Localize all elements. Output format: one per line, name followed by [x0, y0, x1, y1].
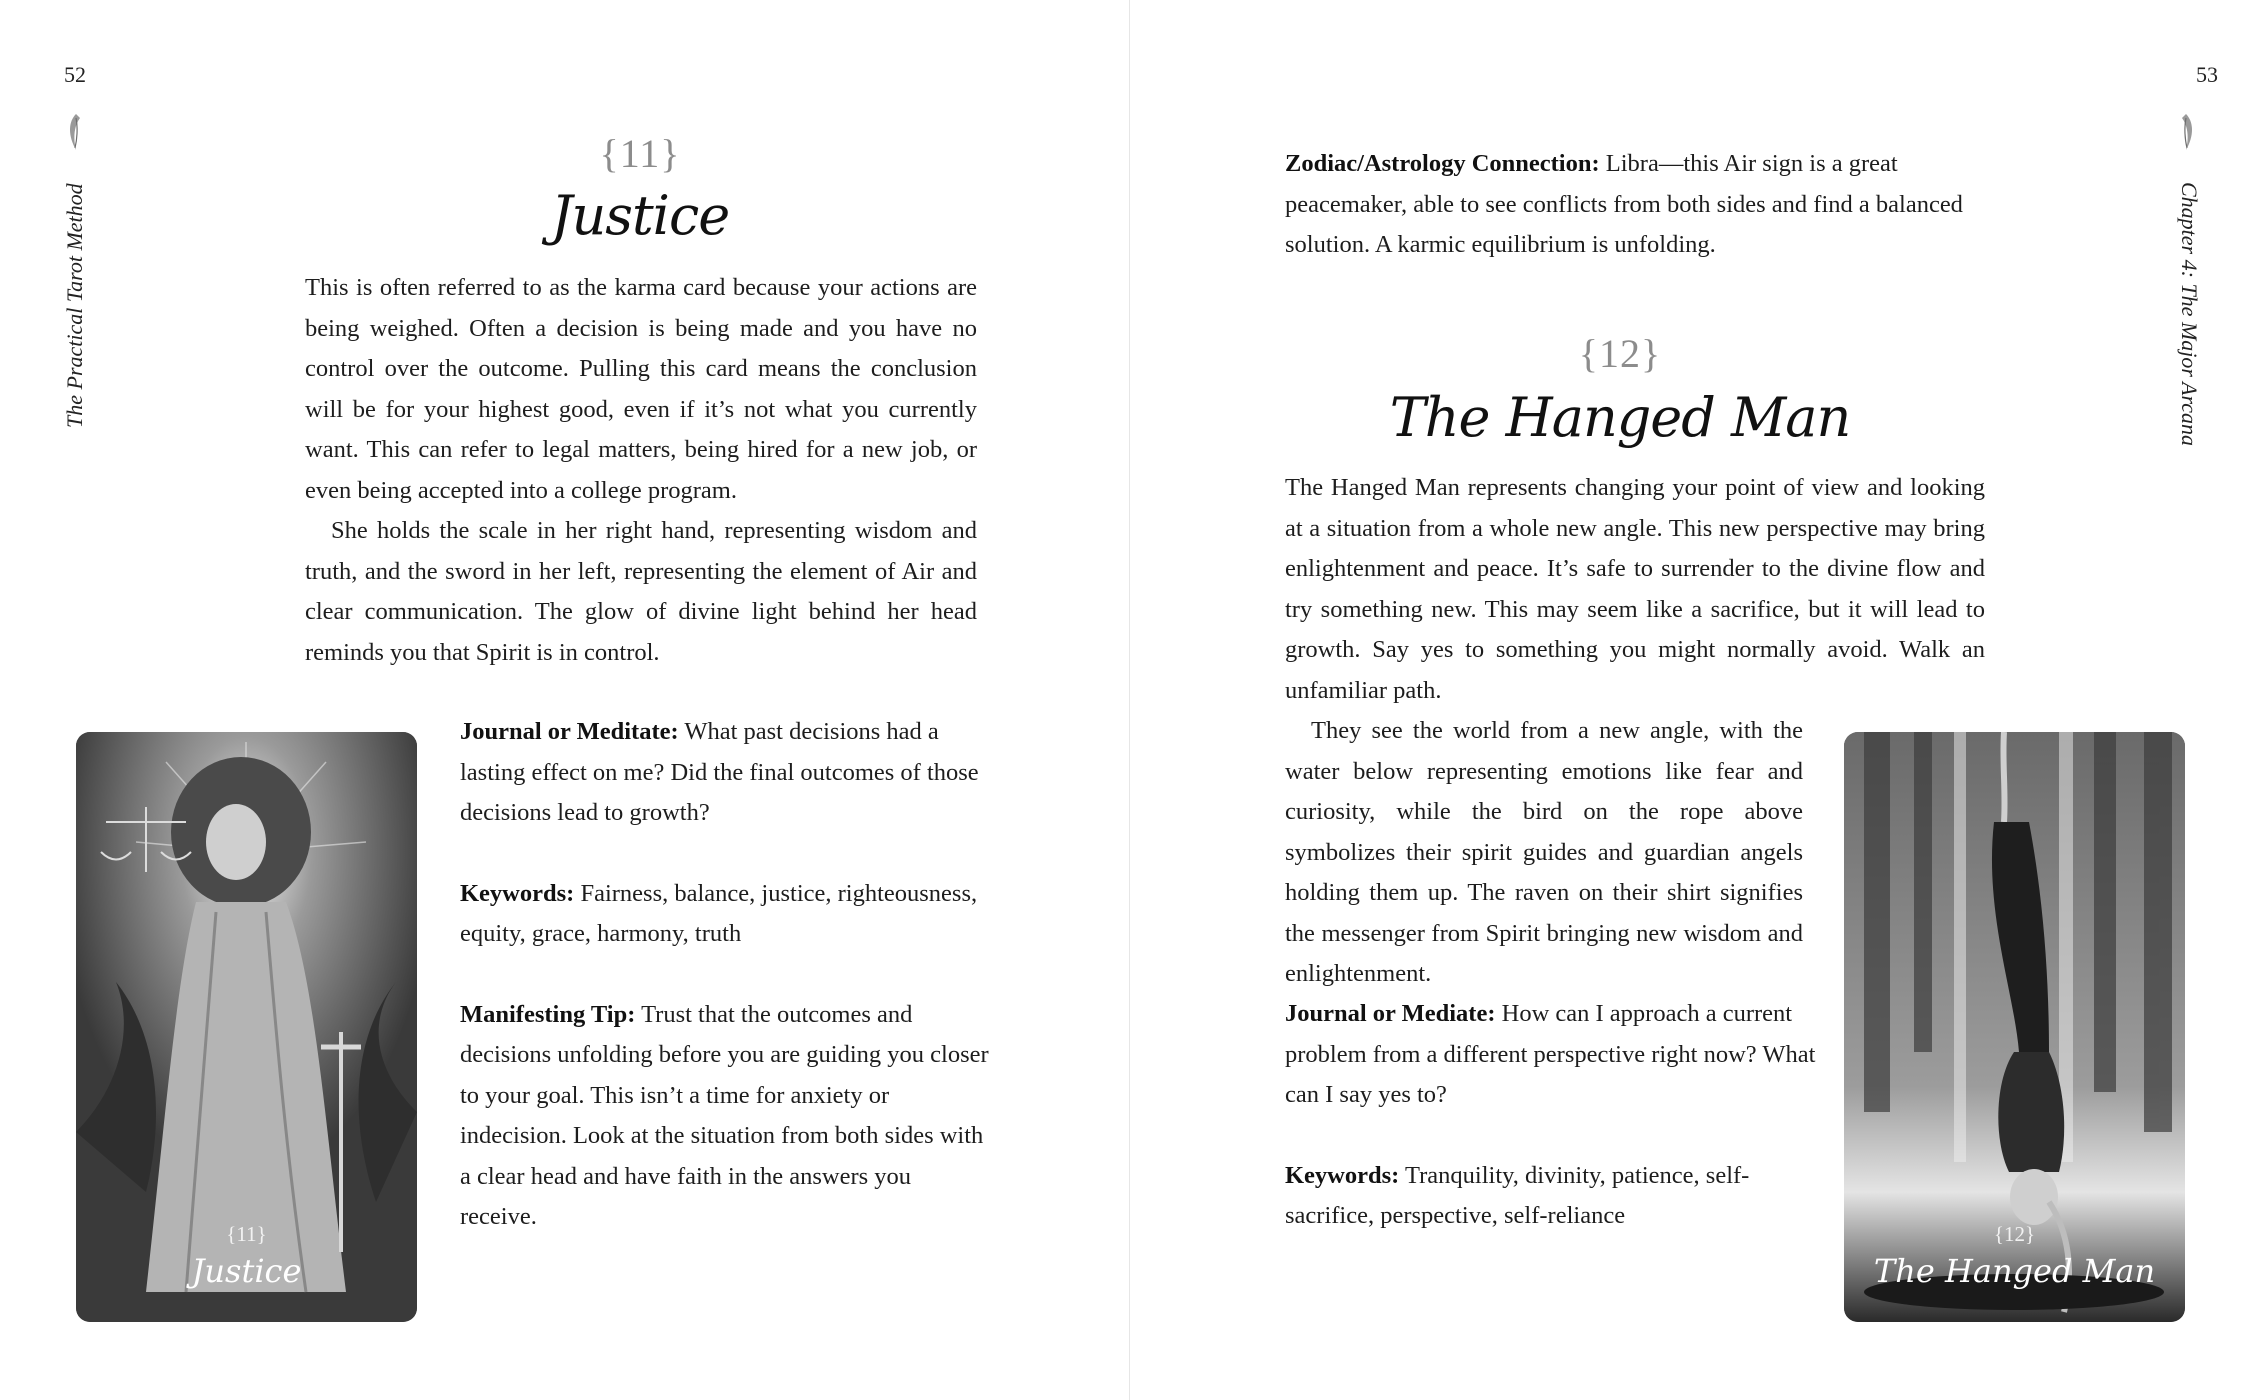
- feather-ornament-icon: [2174, 112, 2198, 152]
- card-description: [305, 268, 977, 673]
- body-paragraph: They see the world from a new angle, with the water below representing emotions like fear and curiosity, while the bird on the rope above symbolizes their spirit guides and guardian angels holding them up. The raven on their shirt signifies the messenger from Spirit bringing new wisdom and enlightenment.: [1285, 717, 1803, 987]
- left-page: [0, 0, 1130, 1400]
- body-paragraph: She holds the scale in her right hand, representing wisdom and truth, and the sword in her left, representing the element of Air and clear communication. The glow of divine light behind her head reminds you that Spirit is in control.: [305, 517, 977, 666]
- zodiac-label: Zodiac/Astrology Connection:: [1285, 150, 1600, 177]
- card-title: The Hanged Man: [1389, 386, 1851, 449]
- hanged-man-card-illustration: [1844, 732, 2185, 1322]
- journal-text: What past decisions had a lasting effect on me? Did the final outcomes of those decisions lead to growth?: [460, 718, 979, 826]
- zodiac-entry: [1285, 144, 1965, 266]
- card-description-second: [1285, 711, 1803, 995]
- keywords-entry: [1285, 1156, 1825, 1237]
- keywords-entry: [460, 874, 990, 955]
- justice-card-illustration: [76, 732, 417, 1322]
- manifesting-label: Manifesting Tip:: [460, 1000, 636, 1028]
- journal-entry: [460, 712, 990, 834]
- keywords-text: Tranquility, divinity, patience, self-sacrifice, perspective, self-reliance: [1285, 1161, 1750, 1229]
- card-number: {11}: [599, 131, 681, 176]
- running-head: The Practical Tarot Method: [62, 183, 87, 428]
- card-number: {12}: [1578, 331, 1662, 376]
- page-number: 53: [2196, 62, 2218, 87]
- card-notes: [460, 712, 990, 1238]
- running-head: Chapter 4: The Major Arcana: [2177, 182, 2202, 446]
- card-image-title: Justice: [191, 1252, 302, 1290]
- manifesting-text: Trust that the outcomes and decisions unfolding before you are guiding you closer to your goal. This isn’t a time for anxiety or indecision. Look at the situation from both sides with a clear head and have faith in the answers you receive.: [460, 1000, 989, 1230]
- journal-label: Journal or Mediate:: [1285, 1000, 1496, 1027]
- right-page: [1130, 0, 2262, 1400]
- keywords-text: Fairness, balance, justice, righteousness, equity, grace, harmony, truth: [460, 879, 978, 947]
- card-image-title: The Hanged Man: [1873, 1252, 2156, 1290]
- keywords-label: Keywords:: [1285, 1161, 1400, 1189]
- card-notes: [1285, 994, 1825, 1237]
- journal-entry: [1285, 994, 1825, 1116]
- keywords-label: Keywords:: [460, 879, 575, 907]
- manifesting-entry: [460, 995, 990, 1238]
- body-paragraph: The Hanged Man represents changing your point of view and looking at a situation from a whole new angle. This new perspective may bring enlightenment and peace. It’s safe to surrender to the divine flow and try something new. This may seem like a sacrifice, but it will lead to growth. Say yes to something you might normally avoid. Walk an unfamiliar path.: [1285, 474, 1985, 704]
- journal-text: How can I approach a current problem from a different perspective right now? What can I say yes to?: [1285, 1000, 1816, 1108]
- card-image-number: {11}: [226, 1222, 267, 1246]
- journal-label: Journal or Meditate:: [460, 718, 679, 745]
- card-image-number: {12}: [1993, 1222, 2036, 1246]
- page-number: 52: [64, 62, 86, 87]
- card-title: Justice: [550, 184, 730, 247]
- card-description-first: [1285, 468, 1985, 711]
- feather-ornament-icon: [64, 112, 88, 152]
- zodiac-connection: [1285, 144, 1965, 266]
- body-paragraph: This is often referred to as the karma card because your actions are being weighed. Often a decision is being made and you have no control over the outcome. Pulling this card means the conclusion will be for your highest good, even if it’s not what you currently want. This can refer to legal matters, being hired for a new job, or even being accepted into a college program.: [305, 274, 977, 504]
- zodiac-text: Libra—this Air sign is a great peacemaker, able to see conflicts from both sides and find a balanced solution. A karmic equilibrium is unfolding.: [1285, 150, 1963, 258]
